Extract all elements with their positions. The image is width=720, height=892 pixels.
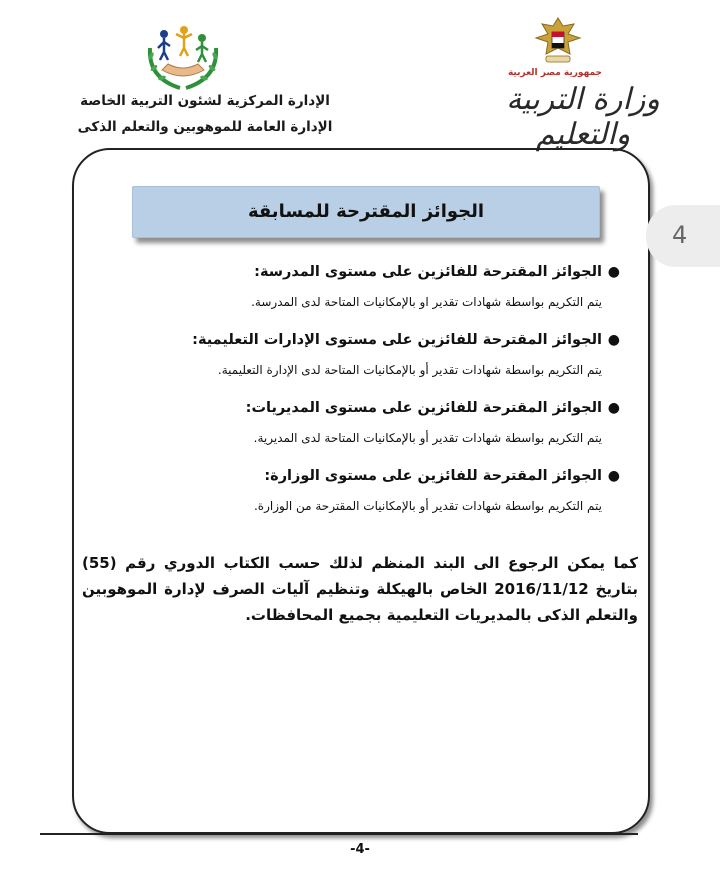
prize-heading: الجوائز المقترحة للفائزين على مستوى الإدارات التعليمية: bbox=[192, 332, 602, 348]
ministry-name: وزارة التربية والتعليم bbox=[506, 82, 660, 152]
bullet-icon: ● bbox=[607, 264, 620, 280]
bullet-icon: ● bbox=[607, 400, 620, 416]
list-item bbox=[110, 330, 620, 398]
department-line-1: الإدارة المركزية لشئون التربية الخاصة bbox=[80, 93, 330, 109]
footer-page-number: -4- bbox=[350, 842, 370, 857]
page-header bbox=[0, 0, 720, 150]
prize-heading: الجوائز المقترحة للفائزين على مستوى المديريات: bbox=[245, 400, 602, 416]
bullet-icon: ● bbox=[607, 332, 620, 348]
list-item bbox=[110, 262, 620, 330]
prize-heading: الجوائز المقترحة للفائزين على مستوى المدرسة: bbox=[254, 264, 602, 280]
prize-description: يتم التكريم بواسطة شهادات تقدير أو بالإمكانيات المتاحة لدى المديرية. bbox=[253, 431, 602, 445]
footer-divider bbox=[40, 833, 638, 835]
department-line-2: الإدارة العامة للموهوبين والتعلم الذكى bbox=[77, 119, 333, 135]
section-title: الجوائز المقترحة للمسابقة bbox=[132, 186, 600, 238]
prize-list bbox=[110, 262, 620, 534]
list-item bbox=[110, 466, 620, 534]
hands-people-wreath-logo-icon bbox=[140, 8, 226, 94]
side-page-tab bbox=[646, 205, 720, 267]
list-item bbox=[110, 398, 620, 466]
prize-description: يتم التكريم بواسطة شهادات تقدير أو بالإمكانيات المتاحة لدى الإدارة التعليمية. bbox=[217, 363, 602, 377]
prize-heading: الجوائز المقترحة للفائزين على مستوى الوزارة: bbox=[264, 468, 602, 484]
bullet-icon: ● bbox=[607, 468, 620, 484]
country-caption: جمهورية مصر العربية bbox=[507, 68, 603, 78]
egypt-eagle-emblem-icon bbox=[530, 14, 586, 68]
prize-description: يتم التكريم بواسطة شهادات تقدير أو بالإمكانيات المقترحة من الوزارة. bbox=[253, 499, 602, 513]
prize-description: يتم التكريم بواسطة شهادات تقدير او بالإمكانيات المتاحة لدى المدرسة. bbox=[251, 295, 602, 309]
closing-paragraph: كما يمكن الرجوع الى البند المنظم لذلك حسب الكتاب الدوري رقم (55) بتاريخ 2016/11/12 الخاص بالهيكلة وتنظيم آليات الصرف لإدارة الموهوبين والتعلم الذكى بالمديريات التعليمية بجميع المحافظات. bbox=[82, 554, 638, 624]
side-page-number: 4 bbox=[672, 221, 688, 249]
